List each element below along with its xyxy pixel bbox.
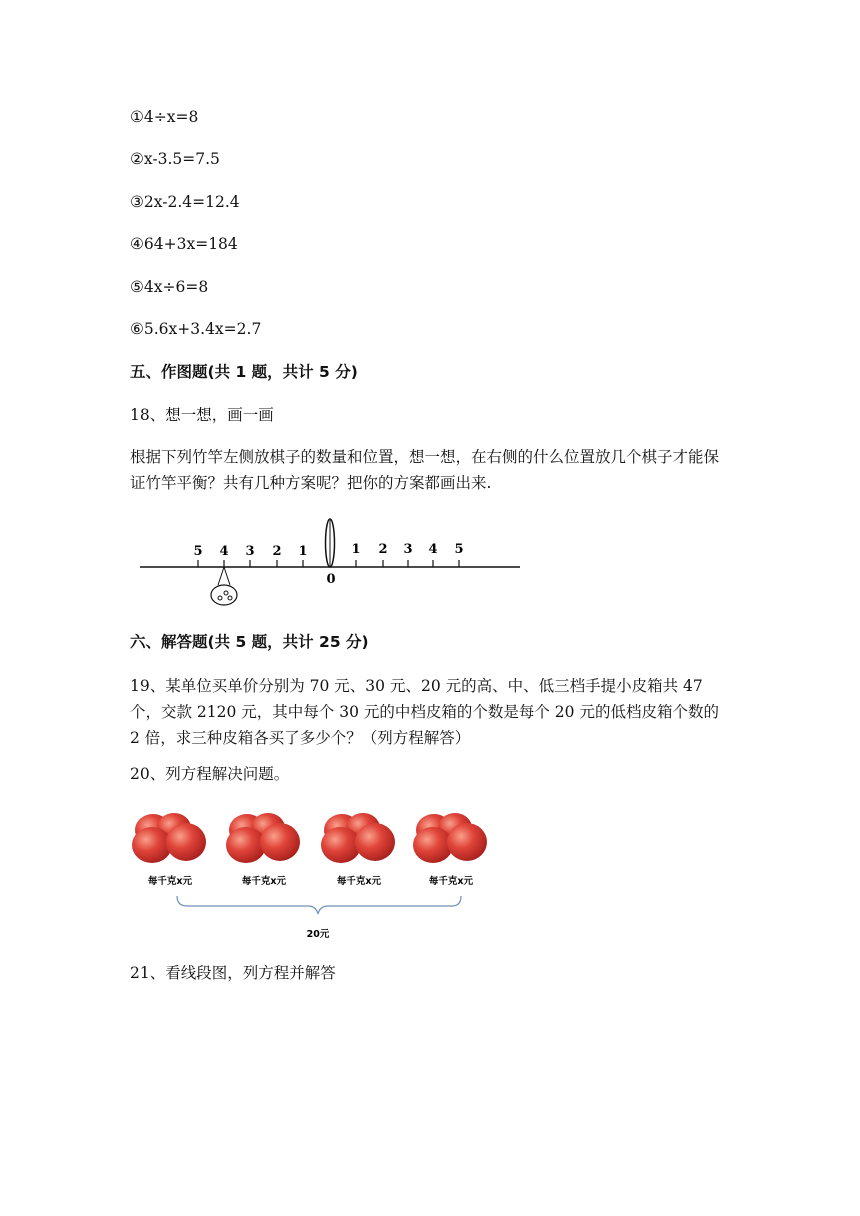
apple-icon bbox=[355, 823, 395, 861]
apple-icon bbox=[260, 823, 300, 861]
q21-title: 21、看线段图，列方程并解答 bbox=[130, 964, 336, 982]
equation-6: ⑥5.6x+3.4x=2.7 bbox=[130, 320, 262, 338]
tick-label: 3 bbox=[245, 544, 255, 559]
apple-icon bbox=[321, 827, 361, 863]
apple-group bbox=[321, 813, 395, 863]
q18-body: 根据下列竹竿左侧放棋子的数量和位置，想一想，在右侧的什么位置放几个棋子才能保证竹竿平衡？共有几种方案呢？把你的方案都画出来. bbox=[130, 448, 720, 492]
apple-price-caption: 每千克x元 bbox=[428, 876, 474, 887]
tick-label: 4 bbox=[219, 544, 229, 559]
tick-label: 2 bbox=[272, 544, 282, 559]
tick-label: 1 bbox=[298, 544, 308, 559]
apple-icon bbox=[132, 827, 172, 863]
zero-label: 0 bbox=[326, 572, 336, 587]
apple-icon bbox=[447, 823, 487, 861]
equation-5: ⑤4x÷6=8 bbox=[130, 278, 209, 296]
apple-group bbox=[132, 813, 206, 863]
tick-label: 5 bbox=[454, 542, 464, 557]
apple-icon bbox=[166, 823, 206, 861]
apple-price-caption: 每千克x元 bbox=[336, 876, 382, 887]
q19-body: 19、某单位买单价分别为 70 元、30 元、20 元的高、中、低三档手提小皮箱共 47 个，交款 2120 元，其中每个 30 元的中档皮箱的个数是每个 20 元的低档皮箱个数的 2 倍，求三种皮箱各买了多少个？（列方程解答） bbox=[130, 677, 719, 747]
tick-label: 2 bbox=[378, 542, 388, 557]
tick-label: 1 bbox=[351, 542, 361, 557]
apple-icon bbox=[226, 827, 266, 863]
section5-heading: 五、作图题(共 1 题，共计 5 分) bbox=[130, 363, 358, 381]
equation-2: ②x-3.5=7.5 bbox=[130, 150, 220, 168]
equation-4: ④64+3x=184 bbox=[130, 235, 238, 253]
apple-price-caption: 每千克x元 bbox=[147, 876, 193, 887]
total-brace bbox=[177, 896, 461, 914]
apple-price-caption: 每千克x元 bbox=[241, 876, 287, 887]
tick-label: 5 bbox=[193, 544, 203, 559]
tick-label: 4 bbox=[428, 542, 438, 557]
equation-3: ③2x-2.4=12.4 bbox=[130, 193, 240, 211]
total-price-label: 20元 bbox=[306, 929, 330, 940]
apple-icon bbox=[413, 827, 453, 863]
equation-1: ①4÷x=8 bbox=[130, 108, 199, 126]
q18-title: 18、想一想，画一画 bbox=[130, 406, 274, 424]
tick-label: 3 bbox=[403, 542, 413, 557]
q20-title: 20、列方程解决问题。 bbox=[130, 765, 290, 783]
apple-group bbox=[413, 813, 487, 863]
section6-heading: 六、解答题(共 5 题，共计 25 分) bbox=[130, 633, 369, 651]
apple-group bbox=[226, 813, 300, 863]
